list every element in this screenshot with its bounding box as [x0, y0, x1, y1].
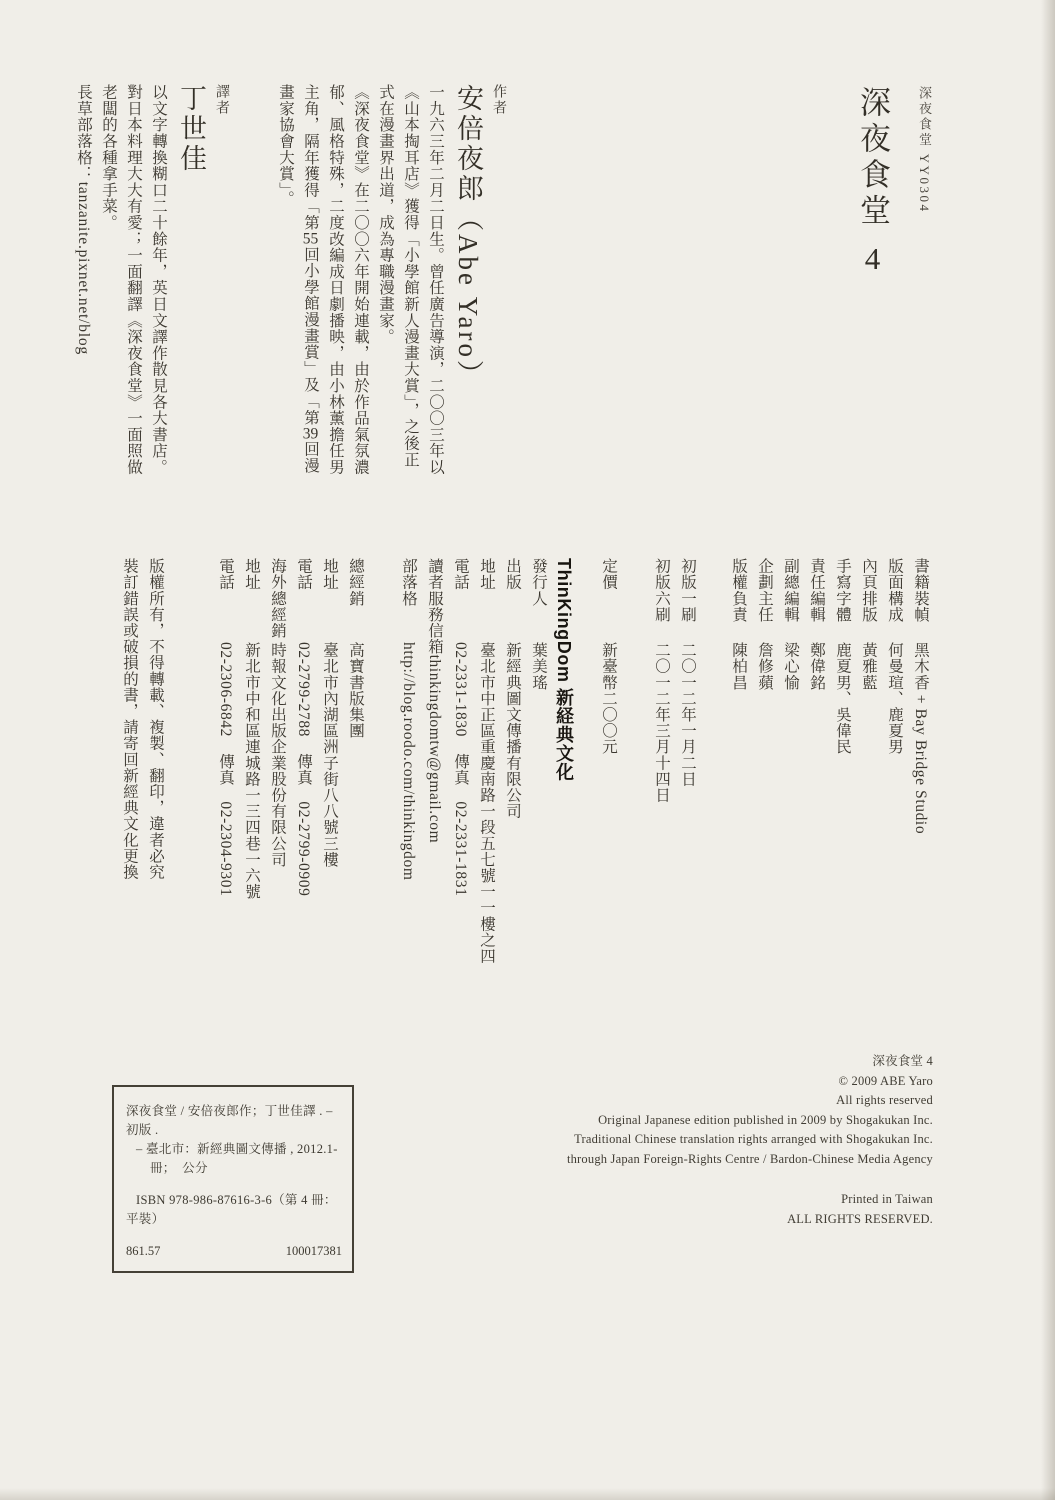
distribution-row — [342, 558, 368, 998]
price-group — [595, 558, 621, 998]
author-bio-line: 一九六三年二月二日生。曾任廣告導演，二〇〇三年以 — [427, 84, 444, 476]
distribution-label: 地址 — [321, 558, 338, 591]
copyright-line: © 2009 ABE Yaro — [838, 1073, 933, 1088]
translator-name: 丁世佳 — [176, 84, 206, 174]
credit-value: 鹿夏男、吳偉民 — [834, 642, 851, 755]
distribution-label: 總經銷 — [347, 558, 364, 607]
publisher-row — [499, 558, 525, 998]
credit-value: 陳柏昌 — [730, 642, 747, 691]
author-bio-line: 畫家協會大賞」。 — [277, 84, 294, 207]
credit-value: 梁心愉 — [782, 642, 799, 691]
translator-bio-line: 對日本料理大大有愛；一面翻譯《深夜食堂》一面照做 — [125, 84, 142, 476]
cip-record-number: 100017381 — [285, 1244, 342, 1258]
cip-line: 深夜食堂 / 安倍夜郎作；丁世佳譯 . – 初版 . — [126, 1104, 333, 1137]
edition-label: 初版一刷 — [679, 558, 696, 623]
translator-bio-line: 老闆的各種拿手菜。 — [100, 84, 117, 231]
distribution-value: 新北市中和區連城路一三四巷一六號 — [243, 642, 260, 900]
edition-dates-group — [648, 558, 700, 998]
binding-error-notice: 裝訂錯誤或破損的書，請寄回新經典文化更換 — [121, 558, 138, 880]
author-bio-line: 《深夜食堂》在二〇〇六年開始連載，由於作品氣氛濃 — [352, 84, 369, 476]
publisher-logo: ThinKingDom 新経典文化 — [554, 558, 574, 782]
isbn-number: ISBN 978-986-87616-3-6（第 4 冊：平裝） — [126, 1193, 337, 1226]
all-rights-line: ALL RIGHTS RESERVED. — [787, 1211, 933, 1226]
distribution-label: 電話 — [217, 558, 234, 591]
copyright-line: Original Japanese edition published in 2009 by Shogakukan Inc. — [598, 1112, 933, 1127]
translator-blog-url: 長草部落格：tanzanite.pixnet.net/blog — [75, 84, 92, 356]
author-name: 安倍夜郎（Abe Yaro） — [453, 84, 483, 391]
publisher-value: 葉美瑤 — [530, 642, 547, 691]
author-bio-line: 主角，隔年獲得「第55回小學館漫畫賞」及「第39回漫 — [302, 84, 319, 474]
price-value: 新臺幣二〇〇元 — [600, 642, 617, 755]
printed-in-line: Printed in Taiwan — [841, 1192, 933, 1206]
credit-label: 版面構成 — [886, 558, 903, 623]
credit-row — [881, 558, 907, 998]
credit-row — [907, 558, 933, 998]
scan-edge-shadow-bottom — [0, 1488, 1055, 1500]
distribution-phone: 02-2799-2788 傳真 02-2799-0909 — [295, 642, 312, 897]
author-role-label: 作者 — [491, 84, 506, 116]
credit-label: 版權負責 — [730, 558, 747, 623]
publisher-label: 地址 — [478, 558, 495, 591]
distribution-value: 高寶書版集團 — [347, 642, 364, 739]
scan-edge-shadow-right — [1041, 0, 1055, 1500]
distribution-group — [212, 558, 368, 998]
author-block — [273, 84, 510, 514]
edition-label: 初版六刷 — [653, 558, 670, 623]
credit-row — [725, 558, 751, 998]
distribution-value: 時報文化出版企業股份有限公司 — [269, 642, 286, 868]
classification-number: 861.57 — [126, 1244, 161, 1258]
price-row — [595, 558, 621, 998]
credit-row — [829, 558, 855, 998]
distribution-row — [238, 558, 264, 998]
author-bio-line: 郁、風格特殊，二度改編成日劇播映，由小林薰擔任男 — [327, 84, 344, 476]
distribution-value: 臺北市內湖區洲子街八八號三樓 — [321, 642, 338, 868]
credit-value: 鄭偉銘 — [808, 642, 825, 691]
price-label: 定價 — [600, 558, 617, 591]
distribution-row — [316, 558, 342, 998]
copyright-line: All rights reserved — [836, 1093, 933, 1107]
cip-line: 冊； 公分 — [150, 1161, 208, 1175]
publisher-group — [395, 558, 577, 998]
book-title-block — [851, 86, 935, 516]
publisher-label: 出版 — [504, 558, 521, 591]
publisher-row — [473, 558, 499, 998]
publisher-row — [447, 558, 473, 998]
distribution-label: 海外總經銷 — [269, 558, 286, 639]
publisher-blog-url: http://blog.roodo.com/thinkingdom — [400, 642, 417, 881]
credit-label: 企劃主任 — [756, 558, 773, 623]
copyright-line: Traditional Chinese translation rights arranged with Shogakukan Inc. — [574, 1132, 933, 1146]
edition-date: 二〇一二年三月十四日 — [653, 642, 670, 803]
credit-row — [855, 558, 881, 998]
publisher-label: 電話 — [452, 558, 469, 591]
credit-label: 副總編輯 — [782, 558, 799, 623]
staff-credits-group — [725, 558, 933, 998]
copyright-line: through Japan Foreign-Rights Centre / Bardon-Chinese Media Agency — [566, 1151, 933, 1166]
book-code: 深夜食堂 YY0304 — [917, 86, 932, 214]
cip-catalog-box — [112, 1085, 354, 1273]
author-bio-line: 式在漫畫界出道，成為專職漫畫家。 — [377, 84, 394, 345]
credit-label: 責任編輯 — [808, 558, 825, 623]
publisher-value: 新經典圖文傳播有限公司 — [504, 642, 521, 820]
publisher-row — [395, 558, 421, 998]
distribution-row — [212, 558, 238, 998]
credit-value: 詹修蘋 — [756, 642, 773, 691]
author-bio-line: 《山本掏耳店》獲得「小學館新人漫畫大賞」，之後正 — [402, 84, 419, 468]
credit-label: 書籍裝幀 — [912, 558, 929, 623]
publisher-phone: 02-2331-1830 傳真 02-2331-1831 — [452, 642, 469, 897]
publisher-label: 部落格 — [400, 558, 417, 607]
publisher-label: 發行人 — [530, 558, 547, 607]
credit-value: 黑木香 + Bay Bridge Studio — [912, 642, 929, 835]
edition-date: 二〇一二年一月二日 — [679, 642, 696, 787]
colophon-block — [116, 558, 933, 998]
copyright-notice: 版權所有，不得轉載、複製、翻印，違者必究 — [147, 558, 164, 880]
publisher-email: thinkingdomtw@gmail.com — [426, 654, 443, 844]
translator-role-label: 譯者 — [214, 84, 229, 116]
credit-row — [777, 558, 803, 998]
credit-value: 黃雅藍 — [860, 642, 877, 691]
publisher-row — [525, 558, 551, 998]
publisher-value: 臺北市中正區重慶南路一段五七號一一樓之四 — [478, 642, 495, 964]
distribution-row — [290, 558, 316, 998]
translator-bio-line: 以文字轉換糊口二十餘年，英日文譯作散見各大書店。 — [150, 84, 167, 476]
copyright-title: 深夜食堂 4 — [872, 1054, 933, 1068]
distribution-label: 電話 — [295, 558, 312, 591]
copyright-block — [567, 1052, 933, 1229]
distribution-label: 地址 — [243, 558, 260, 591]
credit-row — [803, 558, 829, 998]
edition-row — [674, 558, 700, 998]
credit-row — [751, 558, 777, 998]
publisher-label: 讀者服務信箱 — [426, 558, 443, 655]
credit-label: 手寫字體 — [834, 558, 851, 623]
credit-label: 內頁排版 — [860, 558, 877, 623]
legal-notices-group — [116, 558, 168, 998]
credit-value: 何曼瑄、鹿夏男 — [886, 642, 903, 755]
book-title: 深夜食堂 4 — [855, 86, 890, 274]
translator-block — [71, 84, 233, 514]
cip-line: – 臺北市：新經典圖文傳播 , 2012.1- — [136, 1142, 338, 1156]
edition-row — [648, 558, 674, 998]
cip-numbers-row — [126, 1244, 342, 1259]
distribution-phone: 02-2306-6842 傳真 02-2304-9301 — [217, 642, 234, 897]
distribution-row — [264, 558, 290, 998]
publisher-row — [421, 558, 447, 998]
